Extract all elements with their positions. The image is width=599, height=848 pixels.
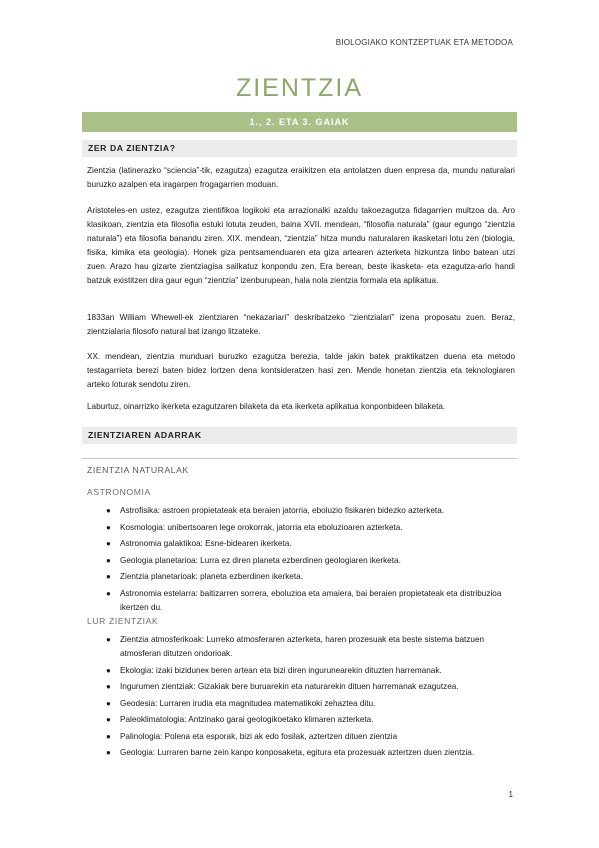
heading-text: ZIENTZIAREN ADARRAK xyxy=(88,430,202,440)
list-item xyxy=(106,587,518,615)
bullet-icon: ● xyxy=(106,572,111,581)
list-item-text: Geologia: Lurraren barne zein kanpo konposaketa, egitura eta prozesuak aztertzen duen zientzia. xyxy=(120,748,475,757)
list-item-text: Ingurumen zientziak: Gizakiak bere buruarekin eta naturarekin dituen harremanak ezagutzea. xyxy=(120,682,459,691)
page-number: 1 xyxy=(508,790,513,799)
list-item-text: Geodesia: Lurraren irudia eta magnitudea matematikoki zehaztea ditu. xyxy=(120,698,376,708)
divider xyxy=(82,458,517,459)
bullet-icon: ● xyxy=(106,715,111,724)
bullet-icon: ● xyxy=(106,748,111,757)
list-item xyxy=(106,713,518,727)
section-band: 1., 2. ETA 3. GAIAK xyxy=(82,112,517,132)
list-item xyxy=(106,697,518,711)
list-item xyxy=(106,746,518,760)
bullet-icon: ● xyxy=(106,682,111,691)
bullet-icon: ● xyxy=(106,665,111,675)
astronomia-list xyxy=(106,504,518,617)
bullet-icon: ● xyxy=(106,522,111,532)
lur-zientziak-list xyxy=(106,633,518,763)
list-item-text: Paleoklimatologia: Antzinako garai geologikoetako klimaren azterketa. xyxy=(120,715,374,724)
heading-zer-da-zientzia xyxy=(82,140,517,157)
list-item-text: Geologia planetarioa: Lurra ez diren planeta ezberdinen geologiaren ikerketa. xyxy=(120,555,401,565)
list-item-text: Ekologia: izaki biziduneк beren artean eta bizi diren ingurunearekin dituzten harremanak. xyxy=(120,665,442,675)
list-item xyxy=(106,570,518,584)
paragraph: Zientzia (latinerazko “sciencia”-tik, ezagutza) ezagutza eraikitzen eta antolatzen duen enpresa da, mundu naturalari buruzko azalpen eta iragarpen frogagarrien moduan. xyxy=(87,166,515,189)
running-header: BIOLOGIAKO KONTZEPTUAK ETA METODOA xyxy=(335,38,513,47)
bullet-icon: ● xyxy=(106,635,111,644)
bullet-icon: ● xyxy=(106,555,111,565)
heading-text: ZER DA ZIENTZIA? xyxy=(88,143,176,153)
paragraph: 1833an William Whewell-ek zientziaren “nekazariari” deskribatzeko “zientzialari” izena proposatu zuen. Beraz, zientzialaria filosofo natural bat izango litzateke. xyxy=(87,313,515,336)
list-item xyxy=(106,664,518,678)
list-item xyxy=(106,554,518,568)
bullet-icon: ● xyxy=(106,731,111,741)
list-item xyxy=(106,521,518,535)
list-item xyxy=(106,504,518,518)
paragraph: XX. mendean, zientzia munduari buruzko ezagutza berezia, talde jakin batek praktikatzen duena eta metodo testagarrieta berezi baten bidez lortzen dena kontsideratzen hasi zen. Mende honetan zientzia eta teknologiaren arteko loturak sendotu ziren. xyxy=(87,352,515,389)
list-item-text: Astrofisika: astroen propietateak eta beraien jatorria, eboluzio fisikaren bidezko azterketa. xyxy=(120,506,445,515)
list-item-text: Astronomia galaktikoa: Esne-bidearen ikerketa. xyxy=(120,539,292,548)
list-item-text: Palinologia: Polena eta esporak, bizi ak edo fosilak, aztertzen dituen zientzia xyxy=(120,731,398,741)
list-item-text: Astronomia estelarra: baitizarren sorrera, eboluzioa eta amaiera, bai beraien propietateak eta distribuzioa ikertzen du. xyxy=(120,588,502,612)
page-title: ZIENTZIA xyxy=(235,74,364,102)
list-item xyxy=(106,680,518,694)
list-item-text: Kosmologia: unibertsoaren lege orokorrak, jatorria eta eboluzioaren azterketa. xyxy=(120,522,403,532)
paragraph: Aristoteles-en ustez, ezagutza zientifikoa logikoki eta arrazionalki azaldu takoezagutza fidagarrien multzoa da. Aro klasikoan, zientzia eta filosofia estuki lotuta zeuden, baina XVII. mendean, “filosofia naturala” (gaur egungo “zientzia naturala”) eta filosofia banandu ziren. XIX. mendean, “zientzia” hitza mundu naturalaren ikasketari lotu zen (biologia, fisika, kimika eta geologia). Honek giza pentsamenduaren eta giza artearen azterketa hizkuntza linbo batean utzi zuen. Arazo hau gizarte zientziagisa sailkatuz konpondu zen. Era berean, beste ikasketa- eta ezagutza-arlo handi batzuk existitzen dira gaur egun “zientzia” izenburupean, hala nola zientzia formala eta aplikatua. xyxy=(87,206,515,285)
bullet-icon: ● xyxy=(106,539,111,548)
list-item xyxy=(106,730,518,744)
list-item xyxy=(106,633,518,661)
subheading-astronomia: ASTRONOMIA xyxy=(87,487,151,497)
bullet-icon: ● xyxy=(106,588,111,598)
subheading-lur-zientziak: LUR ZIENTZIAK xyxy=(87,616,159,626)
subheading-zientzia-naturalak: ZIENTZIA NATURALAK xyxy=(87,465,189,475)
list-item-text: Zientzia planetarioak: planeta ezberdinen ikerketa. xyxy=(120,572,303,581)
heading-zientziaren-adarrak xyxy=(82,427,517,444)
list-item-text: Zientzia atmosferikoak: Lurreko atmosferaren azterketa, haren prozesuak eta beste sistema batzuen atmosferan ditutzen ondorioak. xyxy=(120,635,485,658)
bullet-icon: ● xyxy=(106,506,111,515)
paragraph: Laburtuz, oinarrizko ikerketa ezagutzaren bilaketa da eta ikerketa aplikatua konponbideen bilaketa. xyxy=(87,402,446,411)
bullet-icon: ● xyxy=(106,698,111,708)
list-item xyxy=(106,537,518,551)
